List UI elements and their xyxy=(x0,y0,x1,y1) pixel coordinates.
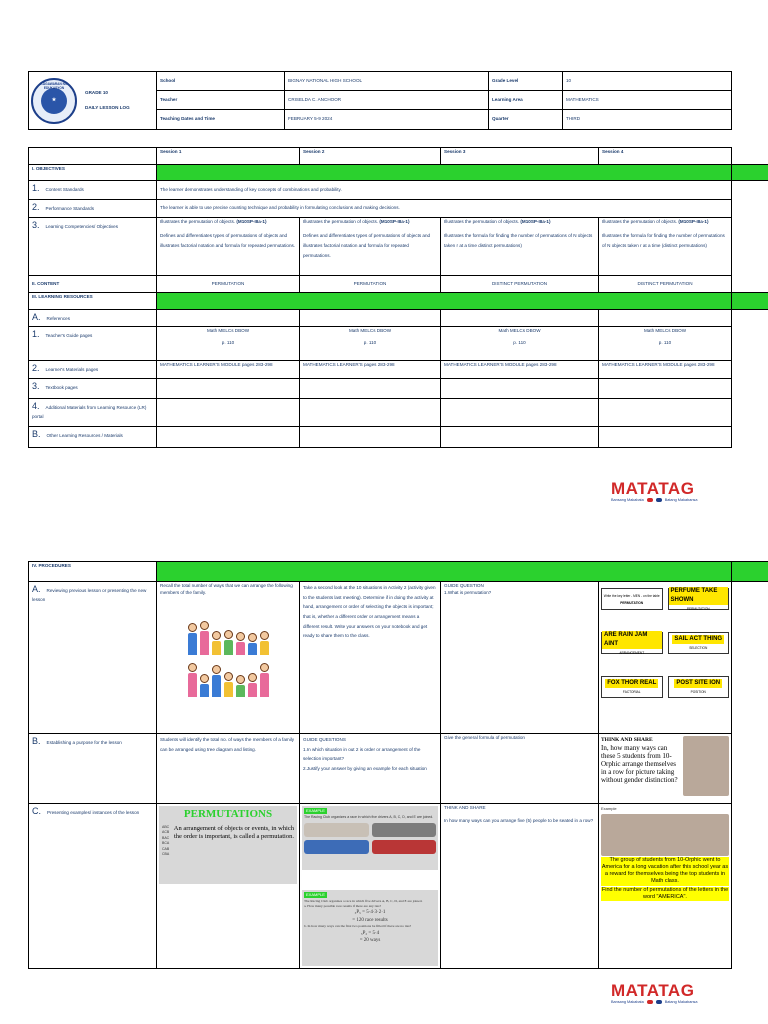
teachers-guide-label: 1. Teacher's Guide pages xyxy=(29,327,157,361)
procedures-heading: IV. PROCEDURES xyxy=(29,562,157,582)
procedure-a-session-3: GUIDE QUESTION 1.What is permutation? xyxy=(441,582,599,734)
heart-icon xyxy=(656,498,662,502)
procedure-c-session-3: THINK AND SHARE In how many ways can you arrange five (5) people to be seated in a row? xyxy=(441,804,599,969)
tg-session-1: Math MELCs DBOW p. 110 xyxy=(157,327,300,361)
tree-diagram: ABC ACB BAC BCA CAB CBA xyxy=(162,824,170,857)
procedure-b-session-1: Students will identify the total no. of ways the members of a family can be arranged using tree diagram and listing. xyxy=(157,734,300,804)
area-label: Learning Area xyxy=(489,91,563,110)
matatag-logo xyxy=(611,982,721,1008)
procedure-a-label: A. Reviewing previous lesson or presenting the new lesson xyxy=(29,582,157,734)
matatag-wordmark: MATATAG xyxy=(611,479,695,498)
grade-level-label: Grade Level xyxy=(489,72,563,91)
grade-level-value: 10 xyxy=(563,72,732,91)
school-label: School xyxy=(157,72,285,91)
logo-tagline-right: Batang Makabansa xyxy=(664,1000,698,1004)
procedure-c-session-1 xyxy=(157,804,300,969)
matatag-wordmark: MATATAG xyxy=(611,981,695,1000)
log-label: DAILY LESSON LOG xyxy=(85,104,130,110)
lm-session-3: MATHEMATICS LEARNER'S MODULE pages 283-298 xyxy=(441,361,599,379)
lesson-table xyxy=(28,147,768,448)
logo-tagline-left: Bansang Makabata xyxy=(611,1000,644,1004)
content-session-4: DISTINCT PERMUTATION xyxy=(599,276,732,293)
competency-session-3: Illustrates the permutation of objects. (M10SP-IIIa-1) Illustrates the formula for finding the number of permutations of N objects taken r at a time distinct permutations) xyxy=(441,218,599,276)
procedure-b-session-4: THINK AND SHARE In, how many ways can these 5 students from 10-Orphic arrange themselves in a row for picture taking without gender distinction? xyxy=(599,734,732,804)
teacher-value: CRISELDA C. ANCHOOR xyxy=(285,91,489,110)
example-slide-1: EXAMPLE The Racing Club organizes a race in which five drivers A, B, C, D, and E are joined. xyxy=(302,806,438,870)
procedure-b-label: B. Establishing a purpose for the lesson xyxy=(29,734,157,804)
row-number: 3. xyxy=(32,220,40,230)
procedure-b-session-2: GUIDE QUESTIONS 1.In which situation in out 2 is order or arrangement of the selection important? 2.Justify your answer by giving an example for each situation xyxy=(300,734,441,804)
family-illustration xyxy=(160,659,296,697)
heart-icon xyxy=(647,498,653,502)
procedure-a-session-4 xyxy=(599,582,732,734)
row-number: 1. xyxy=(32,183,40,193)
procedure-c-session-4: Example The group of students from 10-Orphic went to America for a long vacation after this school year as a reward for themselves being the top students in Math class. Find the number of permutations of the letters in the word "AMERICA". xyxy=(599,804,732,969)
family-illustration xyxy=(160,617,296,655)
procedure-a-session-1: Recall the total number of ways that we can arrange the following members of the family. xyxy=(157,582,300,734)
resources-green-bar xyxy=(157,293,732,310)
deped-seal-icon: KAGAWARAN NG EDUKASYON ★ xyxy=(31,78,77,124)
quarter-label: Quarter xyxy=(489,110,563,130)
procedures-green-bar-ext xyxy=(732,562,768,582)
procedure-c-label: C. Presenting examples/ instances of the lesson xyxy=(29,804,157,969)
grade-label: GRADE 10 xyxy=(85,89,108,95)
content-standards-text: The learner demonstrates understanding of key concepts of combinations and probability. xyxy=(157,181,732,200)
lm-session-2: MATHEMATICS LEARNER'S pages 283-298 xyxy=(300,361,441,379)
word-card: Write the key letter - MEN - on the table PERMUTATION xyxy=(601,588,663,610)
competency-session-2: Illustrates the permutation of objects. (M10SP-IIIa-1) Defines and differentiates types of permutations of objects and illustrates factorial notation and formula for repeated permutations. xyxy=(300,218,441,276)
content-session-2: PERMUTATION xyxy=(300,276,441,293)
references-label: A. References xyxy=(29,310,157,327)
seal-text: KAGAWARAN NG EDUKASYON xyxy=(40,81,68,91)
word-card: POST SITE ION POSITION xyxy=(668,676,730,698)
students-group-photo xyxy=(601,814,729,856)
race-car-image xyxy=(372,840,437,854)
students-photo xyxy=(683,736,729,796)
permutations-slide: PERMUTATIONS ABC ACB BAC BCA CAB CBA An arrangement of objects or events, in which the order is important, is called a permutation. xyxy=(159,806,297,884)
tg-session-2: Math MELCs DBOW p. 110 xyxy=(300,327,441,361)
session-4-header: Session 4 xyxy=(599,148,732,165)
session-3-header: Session 3 xyxy=(441,148,599,165)
performance-standards-label: 2. Performance Standards xyxy=(29,200,157,218)
content-session-3: DISTINCT PERMUTATION xyxy=(441,276,599,293)
dates-label: Teaching Dates and Time xyxy=(157,110,285,130)
competency-session-4: Illustrates the permutation of objects. (M10SP-IIIa-1) Illustrates the formula for finding the number of permutations of N objects taken r at a time (distinct permutations) xyxy=(599,218,732,276)
session-1-header: Session 1 xyxy=(157,148,300,165)
teacher-label: Teacher xyxy=(157,91,285,110)
procedures-table xyxy=(28,561,768,969)
objectives-green-bar-ext xyxy=(732,165,768,181)
word-card: ARE RAIN JAM AINT ARRANGEMENT xyxy=(601,632,663,654)
tg-session-3: Math MELCs DBOW p. 110 xyxy=(441,327,599,361)
content-standards-label: 1. Content Standards xyxy=(29,181,157,200)
heart-icon xyxy=(647,1000,653,1004)
competencies-label: 3. Learning Competencies/ Objectives xyxy=(29,218,157,276)
race-car-image xyxy=(304,823,369,837)
quarter-value: THIRD xyxy=(563,110,732,130)
content-heading: II. CONTENT xyxy=(29,276,157,293)
procedure-a-session-2: Take a second look at the 10 situations in Activity 2 (activity given to the students last meeting). Determine if in doing the activity at hand, arrangement or order of selecting the objects is important; that is, whether a different order or arrangement means a different result. Write your answers on your notebook and get ready to share them to the class. xyxy=(300,582,441,734)
textbook-label: 3. Textbook pages xyxy=(29,379,157,399)
example-slide-2: EXAMPLE The Racing Club organizes a race in which five drivers A, B, C, D, and E are joined. a. How many possible race results if there are any ties? ₅P₅ = 5·4·3·2·1 = 120 race results b. In how many ways can the first two positions be filled if there are no ties? ₅P₂ = 5·4 = 20 ways xyxy=(302,890,438,966)
blank-corner xyxy=(29,148,157,165)
procedures-green-bar xyxy=(157,562,732,582)
session-2-header: Session 2 xyxy=(300,148,441,165)
objectives-green-bar xyxy=(157,165,732,181)
competency-session-1: Illustrates the permutation of objects. (M10SP-IIIa-1) Defines and differentiates types of permutations of objects and illustrates factorial notation and formula for repeated permutations. xyxy=(157,218,300,276)
lm-session-1: MATHEMATICS LEARNER'S MODULE pages 283-298 xyxy=(157,361,300,379)
logo-tagline-right: Batang Makabansa xyxy=(664,498,698,502)
heart-icon xyxy=(656,1000,662,1004)
resources-green-bar-ext xyxy=(732,293,768,310)
dates-value: FEBRUARY 5-9 2024 xyxy=(285,110,489,130)
race-car-image xyxy=(372,823,437,837)
logo-tagline-left: Bansang Makabata xyxy=(611,498,644,502)
race-car-image xyxy=(304,840,369,854)
other-resources-label: B. Other Learning Resources / Materials xyxy=(29,427,157,448)
resources-heading: III. LEARNING RESOURCES xyxy=(29,293,157,310)
content-session-1: PERMUTATION xyxy=(157,276,300,293)
word-card: SAIL ACT THING SELECTION xyxy=(668,632,730,654)
additional-materials-label: 4. Additional Materials from Learning Resource (LR) portal xyxy=(29,399,157,427)
procedure-b-session-3: Give the general formula of permutation xyxy=(441,734,599,804)
header-table xyxy=(28,71,732,130)
area-value: MATHEMATICS xyxy=(563,91,732,110)
word-card: FOX THOR REAL FACTORIAL xyxy=(601,676,663,698)
objectives-heading: I. OBJECTIVES xyxy=(29,165,157,181)
row-number: 2. xyxy=(32,202,40,212)
lm-session-4: MATHEMATICS LEARNER'S MODULE pages 283-298 xyxy=(599,361,732,379)
tg-session-4: Math MELCs DBOW p. 110 xyxy=(599,327,732,361)
procedure-c-session-2 xyxy=(300,804,441,969)
matatag-logo xyxy=(611,480,721,506)
learners-materials-label: 2. Learner's Materials pages xyxy=(29,361,157,379)
performance-standards-text: The learner is able to use precise counting technique and probability in formulating conclusions and making decisions. xyxy=(157,200,732,218)
word-card: PERFUME TAKE SHOWN PERMUTATION xyxy=(668,588,730,610)
header-logo-cell xyxy=(29,72,157,130)
school-value: BIGNAY NATIONAL HIGH SCHOOL xyxy=(285,72,489,91)
